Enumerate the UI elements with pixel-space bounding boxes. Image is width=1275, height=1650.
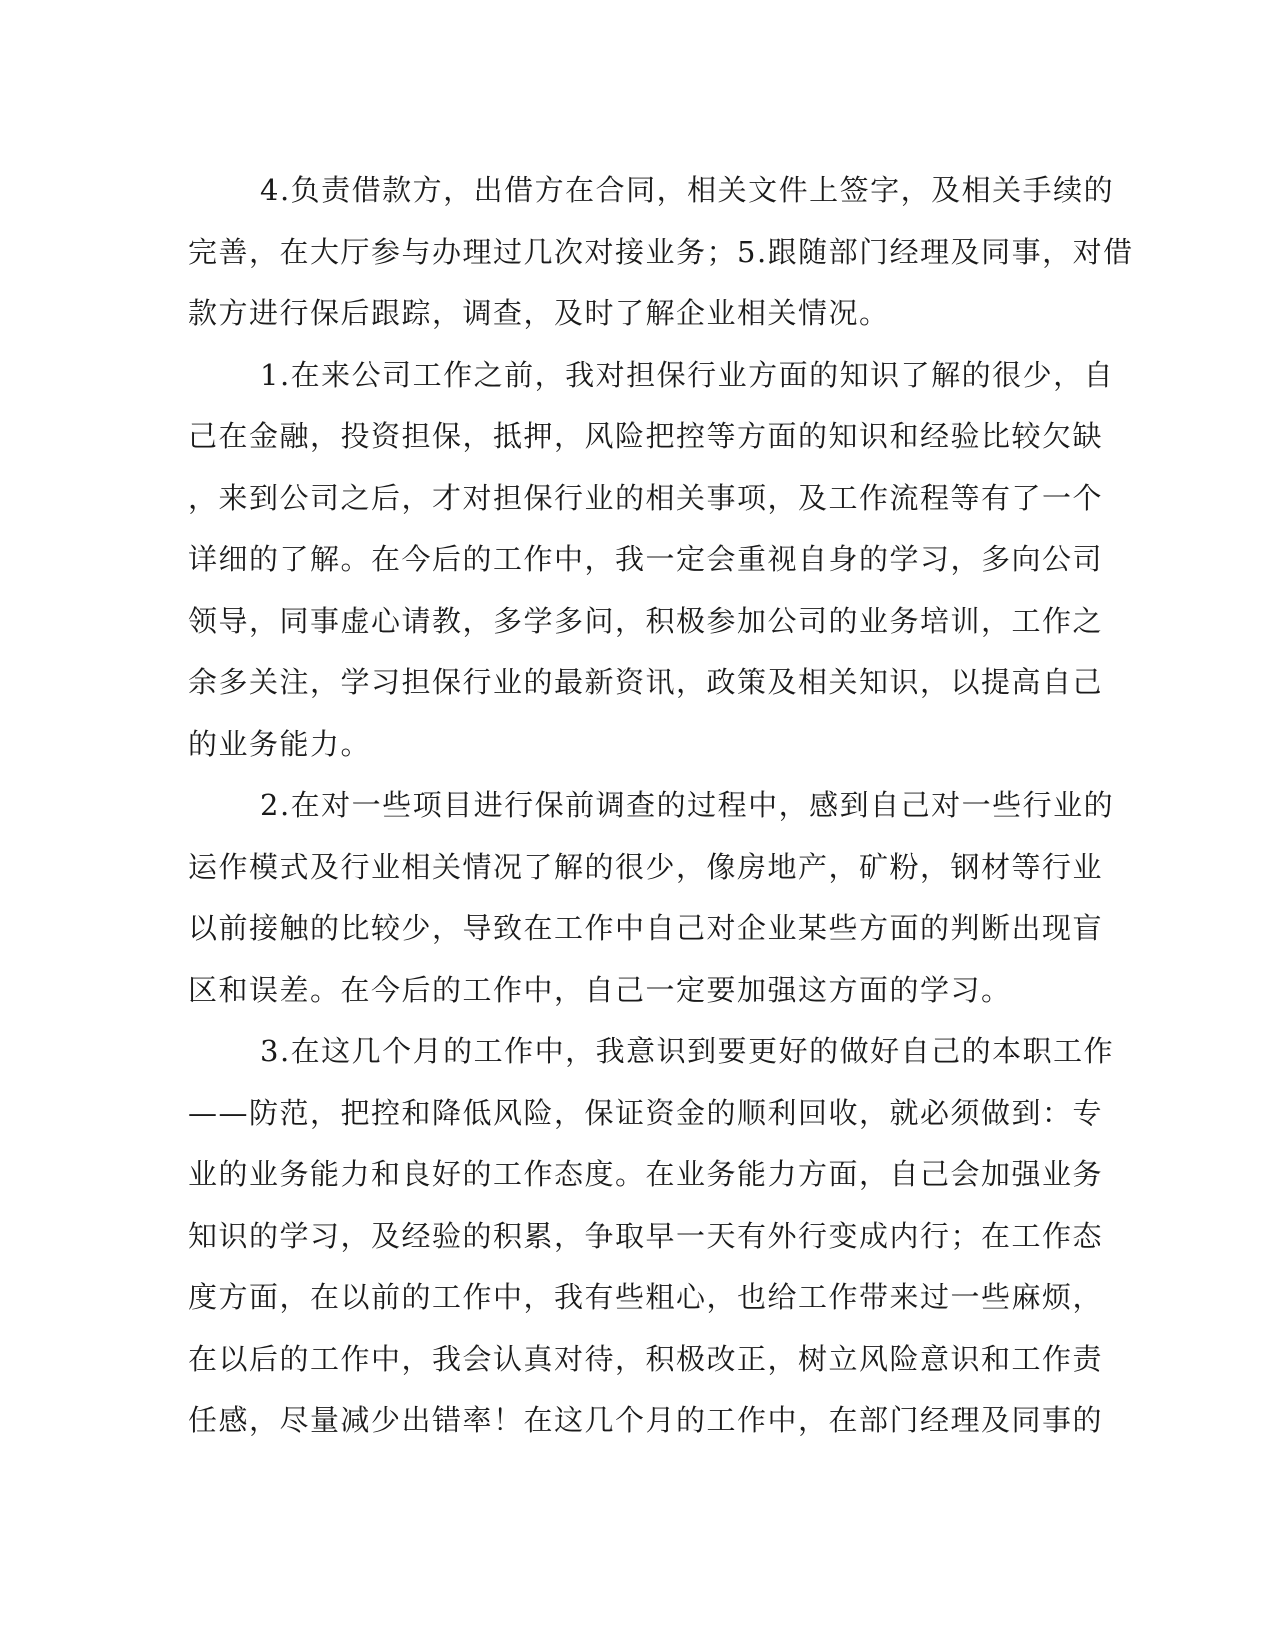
body-line: 领导，同事虚心请教，多学多问，积极参加公司的业务培训，工作之 [188,603,1104,638]
body-line: 款方进行保后跟踪，调查，及时了解企业相关情况。 [188,296,890,330]
body-line: 任感，尽量减少出错率！在这几个月的工作中，在部门经理及同事的 [188,1403,1104,1437]
body-line: 运作模式及行业相关情况了解的很少，像房地产，矿粉，钢材等行业 [188,849,1104,884]
body-line: 区和误差。在今后的工作中，自己一定要加强这方面的学习。 [188,972,1012,1007]
body-line: 4.负责借款方，出借方在合同，相关文件上签字，及相关手续的 [260,173,1115,207]
body-line: 在以后的工作中，我会认真对待，积极改正，树立风险意识和工作责 [188,1341,1104,1376]
body-line: 知识的学习，及经验的积累，争取早一天有外行变成内行；在工作态 [188,1218,1104,1253]
body-line: ，来到公司之后，才对担保行业的相关事项，及工作流程等有了一个 [188,480,1104,515]
body-line: 以前接触的比较少，导致在工作中自己对企业某些方面的判断出现盲 [188,911,1104,945]
body-line: 余多关注，学习担保行业的最新资讯，政策及相关知识，以提高自己 [188,665,1104,699]
body-line: 的业务能力。 [188,726,372,761]
body-line: 2.在对一些项目进行保前调查的过程中，感到自己对一些行业的 [260,788,1115,822]
body-line: ——防范，把控和降低风险，保证资金的顺利回收，就必须做到：专 [188,1095,1104,1130]
body-line: 度方面，在以前的工作中，我有些粗心，也给工作带来过一些麻烦， [188,1280,1104,1314]
body-line: 详细的了解。在今后的工作中，我一定会重视自身的学习，多向公司 [188,542,1104,576]
body-line: 业的业务能力和良好的工作态度。在业务能力方面，自己会加强业务 [188,1157,1104,1191]
document-body [188,160,1134,1452]
body-line: 3.在这几个月的工作中，我意识到要更好的做好自己的本职工作 [260,1034,1115,1068]
body-line: 己在金融，投资担保，抵押，风险把控等方面的知识和经验比较欠缺 [188,419,1104,453]
body-line: 1.在来公司工作之前，我对担保行业方面的知识了解的很少，自 [260,357,1115,392]
body-line: 完善，在大厅参与办理过几次对接业务；5.跟随部门经理及同事，对借 [188,234,1134,269]
